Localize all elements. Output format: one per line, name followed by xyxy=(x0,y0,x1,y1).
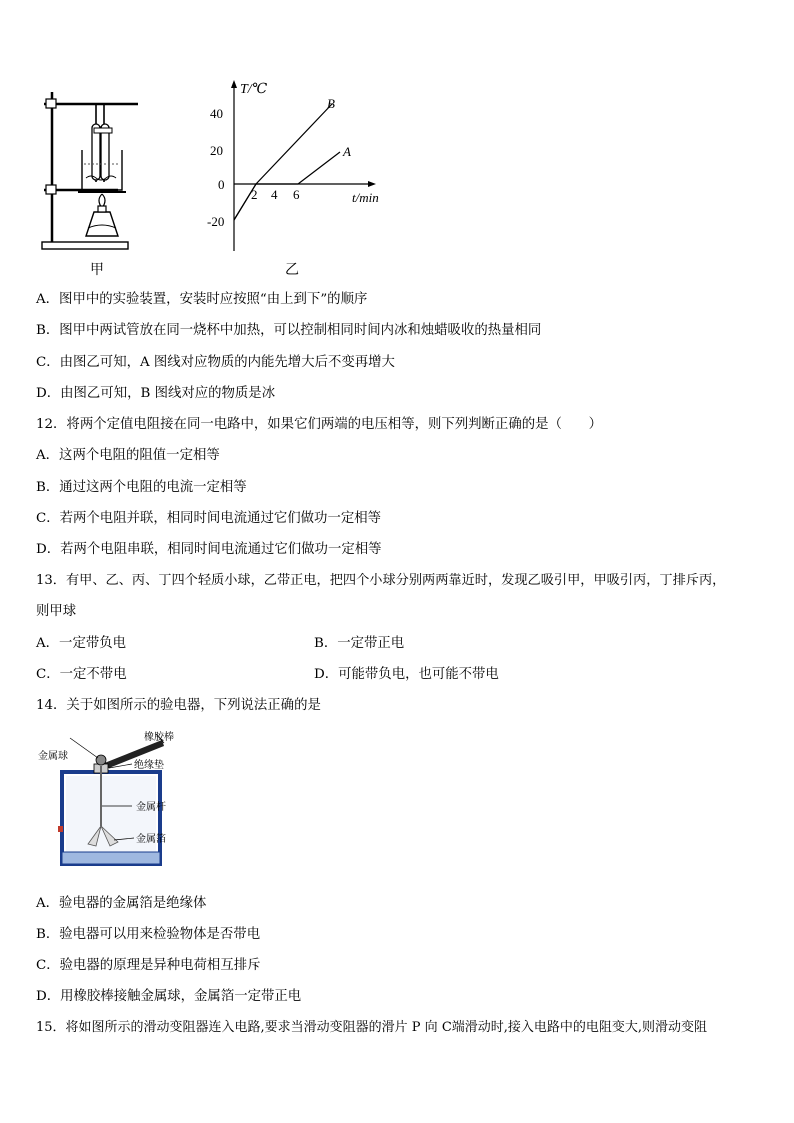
x-tick: 2 xyxy=(251,187,258,202)
y-axis-label: T/℃ xyxy=(240,82,268,97)
q13-option-a: A．一定带负电 xyxy=(36,636,127,651)
line-a-label: A xyxy=(343,144,351,159)
apparatus-figure xyxy=(38,86,148,252)
line-b xyxy=(234,104,332,220)
q12-option-b: B．通过这两个电阻的电流一定相等 xyxy=(36,480,247,495)
q11-option-c: C．由图乙可知，A 图线对应物质的内能先增大后不变再增大 xyxy=(36,355,395,370)
q14-option-a: A．验电器的金属箔是绝缘体 xyxy=(36,896,207,911)
q13-option-b: B．一定带正电 xyxy=(314,636,405,651)
q11-option-a: A．图甲中的实验装置，安装时应按照“由上到下”的顺序 xyxy=(36,292,368,307)
y-tick: 40 xyxy=(210,106,223,121)
q13-stem-line2: 则甲球 xyxy=(36,604,77,619)
q15-stem: 15．将如图所示的滑动变阻器连入电路,要求当滑动变阻器的滑片 P 向 C端滑动时,接入电路中的电阻变大,则滑动变阻 xyxy=(36,1020,708,1035)
y-tick: 20 xyxy=(210,143,223,158)
q12-option-d: D．若两个电阻串联，相同时间电流通过它们做功一定相等 xyxy=(36,542,382,557)
q14-stem: 14．关于如图所示的验电器，下列说法正确的是 xyxy=(36,698,321,713)
x-axis-label: t/min xyxy=(352,190,379,205)
q12-option-a: A．这两个电阻的阻值一定相等 xyxy=(36,448,220,463)
rubber-rod-label: 橡胶棒 xyxy=(144,732,174,743)
q13-option-c: C．一定不带电 xyxy=(36,667,127,682)
figure-jia-caption: 甲 xyxy=(90,262,104,278)
x-tick: 6 xyxy=(293,187,300,202)
q13-option-d: D．可能带负电，也可能不带电 xyxy=(314,667,499,682)
metal-ball-label: 金属球 xyxy=(38,751,68,762)
metal-foil-label: 金属箔 xyxy=(136,834,166,845)
q13-stem-line1: 13．有甲、乙、丙、丁四个轻质小球，乙带正电，把四个小球分别两两靠近时，发现乙吸引甲，甲吸引丙，丁排斥丙， xyxy=(36,573,726,588)
insulating-pad-label: 绝缘垫 xyxy=(134,760,164,771)
metal-rod-label: 金属杆 xyxy=(136,802,166,813)
q11-option-b: B．图甲中两试管放在同一烧杯中加热，可以控制相同时间内冰和烛蜡吸收的热量相同 xyxy=(36,323,542,338)
temperature-time-graph xyxy=(200,78,400,258)
y-tick: 0 xyxy=(218,177,225,192)
q14-option-d: D．用橡胶棒接触金属球，金属箔一定带正电 xyxy=(36,989,302,1004)
line-a xyxy=(234,152,340,220)
q12-option-c: C．若两个电阻并联，相同时间电流通过它们做功一定相等 xyxy=(36,511,382,526)
q14-option-c: C．验电器的原理是异种电荷相互排斥 xyxy=(36,958,261,973)
q11-option-d: D．由图乙可知，B 图线对应的物质是冰 xyxy=(36,386,276,401)
figure-yi-caption: 乙 xyxy=(285,262,299,278)
q12-stem: 12．将两个定值电阻接在同一电路中，如果它们两端的电压相等，则下列判断正确的是（ ） xyxy=(36,417,603,432)
x-tick: 4 xyxy=(271,187,278,202)
y-tick: -20 xyxy=(207,214,225,229)
q14-option-b: B．验电器可以用来检验物体是否带电 xyxy=(36,927,261,942)
electroscope-figure xyxy=(36,726,196,870)
line-b-label: B xyxy=(327,96,335,111)
